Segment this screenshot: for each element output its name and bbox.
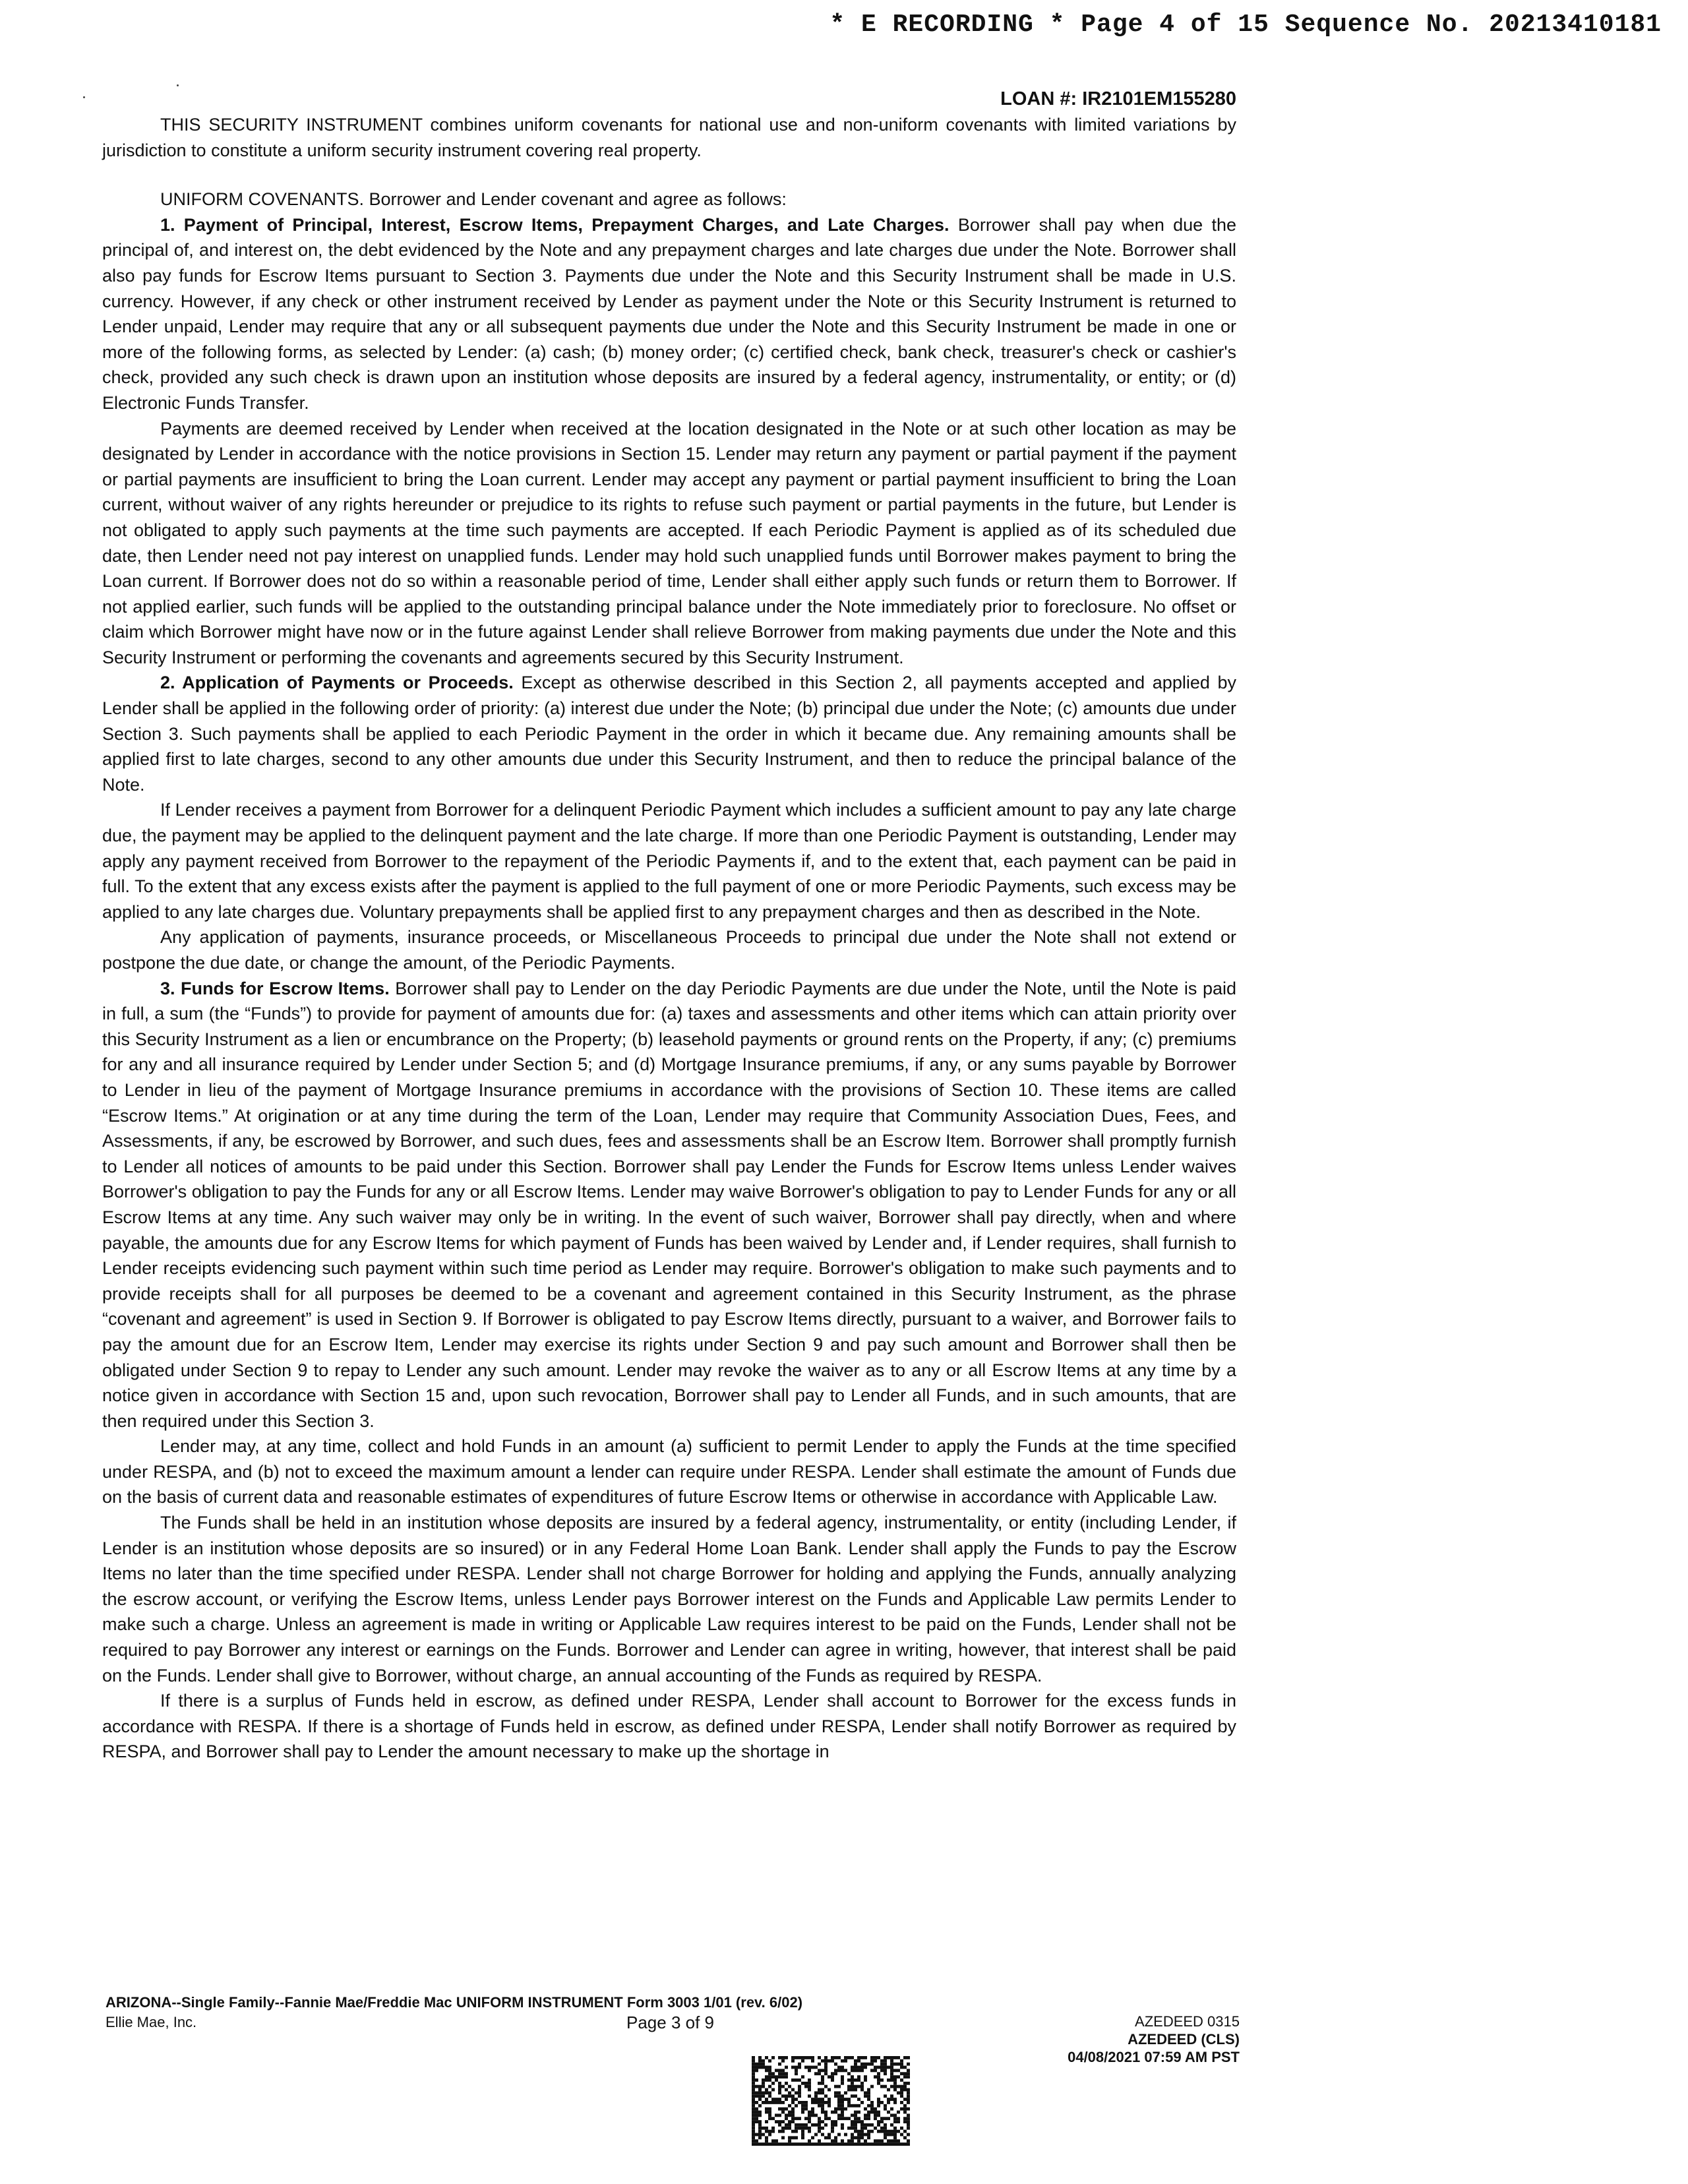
paragraph xyxy=(102,797,1236,925)
form-code-cls: AZEDEED (CLS) xyxy=(1128,2031,1240,2048)
form-title: ARIZONA--Single Family--Fannie Mae/Freddie Mac UNIFORM INSTRUMENT Form 3003 1/01 (rev. 6/02) xyxy=(106,1994,803,2011)
2d-barcode-icon xyxy=(752,2056,910,2146)
paragraph-text: UNIFORM COVENANTS. Borrower and Lender covenant and agree as follows: xyxy=(160,189,787,210)
paragraph-text: Payments are deemed received by Lender when received at the location designated in the Note or at such other location as may be designated by Lender in accordance with the notice provisions in Section 15. Lender may return any payment or partial payment if the payment or partial payments are insufficient to bring the Loan current. Lender may accept any payment or partial payment insufficient to bring the Loan current, without waiver of any rights hereunder or prejudice to its rights to refuse such payment or partial payments in the future, but Lender is not obligated to apply such payments at the time such payments are accepted. If each Periodic Payment is applied as of its scheduled due date, then Lender need not pay interest on unapplied funds. Lender may hold such unapplied funds until Borrower makes payment to bring the Loan current. If Borrower does not do so within a reasonable period of time, Lender shall either apply such funds or return them to Borrower. If not applied earlier, such funds will be applied to the outstanding principal balance under the Note immediately prior to foreclosure. No offset or claim which Borrower might have now or in the future against Lender shall relieve Borrower from making payments due under the Note and this Security Instrument or performing the covenants and agreements secured by this Security Instrument. xyxy=(102,418,1236,667)
paragraph xyxy=(102,1510,1236,1688)
scan-speck xyxy=(83,96,85,98)
document-body xyxy=(102,112,1236,1765)
paragraph xyxy=(102,925,1236,975)
paragraph xyxy=(102,212,1236,416)
paragraph-heading: 2. Application of Payments or Proceeds. xyxy=(160,673,514,693)
paragraph-text: The Funds shall be held in an institution whose deposits are insured by a federal agency, instrumentality, or entity (including Lender, if Lender is an institution whose deposits are so insured) or in any Federal Home Loan Bank. Lender shall apply the Funds to pay the Escrow Items no later than the time specified under RESPA. Lender shall not charge Borrower for holding and applying the Funds, annually analyzing the escrow account, or verifying the Escrow Items, unless Lender pays Borrower interest on the Funds and Applicable Law permits Lender to make such a charge. Unless an agreement is made in writing or Applicable Law requires interest to be paid on the Funds, Lender shall not be required to pay Borrower any interest or earnings on the Funds. Borrower and Lender can agree in writing, however, that interest shall be paid on the Funds. Lender shall give to Borrower, without charge, an annual accounting of the Funds as required by RESPA. xyxy=(102,1513,1236,1685)
paragraph xyxy=(102,416,1236,671)
scan-speck xyxy=(177,84,179,86)
paragraph-text: Except as otherwise described in this Section 2, all payments accepted and applied by Lender shall be applied in the following order of priority: (a) interest due under the Note; (b) principal due under the Note; (c) amounts due under Section 3. Such payments shall be applied to each Periodic Payment in the order in which it became due. Any remaining amounts shall be applied first to late charges, second to any other amounts due under this Security Instrument, and then to reduce the principal balance of the Note. xyxy=(102,673,1236,795)
paragraph-text: Any application of payments, insurance proceeds, or Miscellaneous Proceeds to principal due under the Note shall not extend or postpone the due date, or change the amount, of the Periodic Payments. xyxy=(102,927,1236,973)
paragraph-text: If Lender receives a payment from Borrower for a delinquent Periodic Payment which includes a sufficient amount to pay any late charge due, the payment may be applied to the delinquent payment and the late charge. If more than one Periodic Payment is outstanding, Lender may apply any payment received from Borrower to the repayment of the Periodic Payments if, and to the extent that, each payment can be paid in full. To the extent that any excess exists after the payment is applied to the full payment of one or more Periodic Payments, such excess may be applied to any late charges due. Voluntary prepayments shall be applied first to any prepayment charges and then as described in the Note. xyxy=(102,800,1236,922)
paragraph xyxy=(102,112,1236,163)
paragraph-text: THIS SECURITY INSTRUMENT combines uniform covenants for national use and non-uniform covenants with limited variations by jurisdiction to constitute a uniform security instrument covering real property. xyxy=(102,115,1236,160)
paragraph xyxy=(102,976,1236,1434)
page-number: Page 3 of 9 xyxy=(626,2013,714,2032)
paragraph-text: Borrower shall pay when due the principal of, and interest on, the debt evidenced by the Note and any prepayment charges and late charges due under the Note. Borrower shall also pay funds for Escrow Items pursuant to Section 3. Payments due under the Note and this Security Instrument shall be made in U.S. currency. However, if any check or other instrument received by Lender as payment under the Note or this Security Instrument is returned to Lender unpaid, Lender may require that any or all subsequent payments due under the Note and this Security Instrument be made in one or more of the following forms, as selected by Lender: (a) cash; (b) money order; (c) certified check, bank check, treasurer's check or cashier's check, provided any such check is drawn upon an institution whose deposits are insured by a federal agency, instrumentality, or entity; or (d) Electronic Funds Transfer. xyxy=(102,214,1236,413)
paragraph xyxy=(102,1688,1236,1765)
paragraph-text: Lender may, at any time, collect and hold Funds in an amount (a) sufficient to permit Lender to apply the Funds at the time specified under RESPA, and (b) not to exceed the maximum amount a lender can require under RESPA. Lender shall estimate the amount of Funds due on the basis of current data and reasonable estimates of expenditures of future Escrow Items or otherwise in accordance with Applicable Law. xyxy=(102,1436,1236,1507)
footer-codes xyxy=(1068,2013,1240,2066)
company-name: Ellie Mae, Inc. xyxy=(106,2014,197,2030)
paragraph-text: If there is a surplus of Funds held in escrow, as defined under RESPA, Lender shall account to Borrower for the excess funds in accordance with RESPA. If there is a shortage of Funds held in escrow, as defined under RESPA, Lender shall notify Borrower as required by RESPA, and Borrower shall pay to Lender the amount necessary to make up the shortage in xyxy=(102,1691,1236,1762)
paragraph xyxy=(102,187,1236,212)
print-timestamp: 04/08/2021 07:59 AM PST xyxy=(1068,2049,1240,2065)
form-code: AZEDEED 0315 xyxy=(1135,2013,1240,2030)
paragraph-heading: 3. Funds for Escrow Items. xyxy=(160,978,390,998)
paragraph-heading: 1. Payment of Principal, Interest, Escrow Items, Prepayment Charges, and Late Charges. xyxy=(160,214,950,235)
loan-number: LOAN #: IR2101EM155280 xyxy=(1000,88,1236,109)
recording-header: * E RECORDING * Page 4 of 15 Sequence No. 20213410181 xyxy=(829,11,1662,39)
paragraph xyxy=(102,670,1236,797)
paragraph xyxy=(102,1434,1236,1510)
paragraph-text: Borrower shall pay to Lender on the day Periodic Payments are due under the Note, until the Note is paid in full, a sum (the “Funds”) to provide for payment of amounts due for: (a) taxes and assessments and other items which can attain priority over this Security Instrument as a lien or encumbrance on the Property; (b) leasehold payments or ground rents on the Property, if any; (c) premiums for any and all insurance required by Lender under Section 5; and (d) Mortgage Insurance premiums, if any, or any sums payable by Borrower to Lender in lieu of the payment of Mortgage Insurance premiums in accordance with the provisions of Section 10. These items are called “Escrow Items.” At origination or at any time during the term of the Loan, Lender may require that Community Association Dues, Fees, and Assessments, if any, be escrowed by Borrower, and such dues, fees and assessments shall be an Escrow Item. Borrower shall promptly furnish to Lender all notices of amounts to be paid under this Section. Borrower shall pay Lender the Funds for Escrow Items unless Lender waives Borrower's obligation to pay the Funds for any or all Escrow Items. Lender may waive Borrower's obligation to pay to Lender Funds for any or all Escrow Items at any time. Any such waiver may only be in writing. In the event of such waiver, Borrower shall pay directly, when and where payable, the amounts due for any Escrow Items for which payment of Funds has been waived by Lender and, if Lender requires, shall furnish to Lender receipts evidencing such payment within such time period as Lender may require. Borrower's obligation to make such payments and to provide receipts shall for all purposes be deemed to be a covenant and agreement contained in this Security Instrument, as the phrase “covenant and agreement” is used in Section 9. If Borrower is obligated to pay Escrow Items directly, pursuant to a waiver, and Borrower fails to pay the amount due for an Escrow Item, Lender may exercise its rights under Section 9 and pay such amount and Borrower shall then be obligated under Section 9 to repay to Lender any such amount. Lender may revoke the waiver as to any or all Escrow Items at any time by a notice given in accordance with Section 15 and, upon such revocation, Borrower shall pay to Lender all Funds, and in such amounts, that are then required under this Section 3. xyxy=(102,978,1237,1431)
